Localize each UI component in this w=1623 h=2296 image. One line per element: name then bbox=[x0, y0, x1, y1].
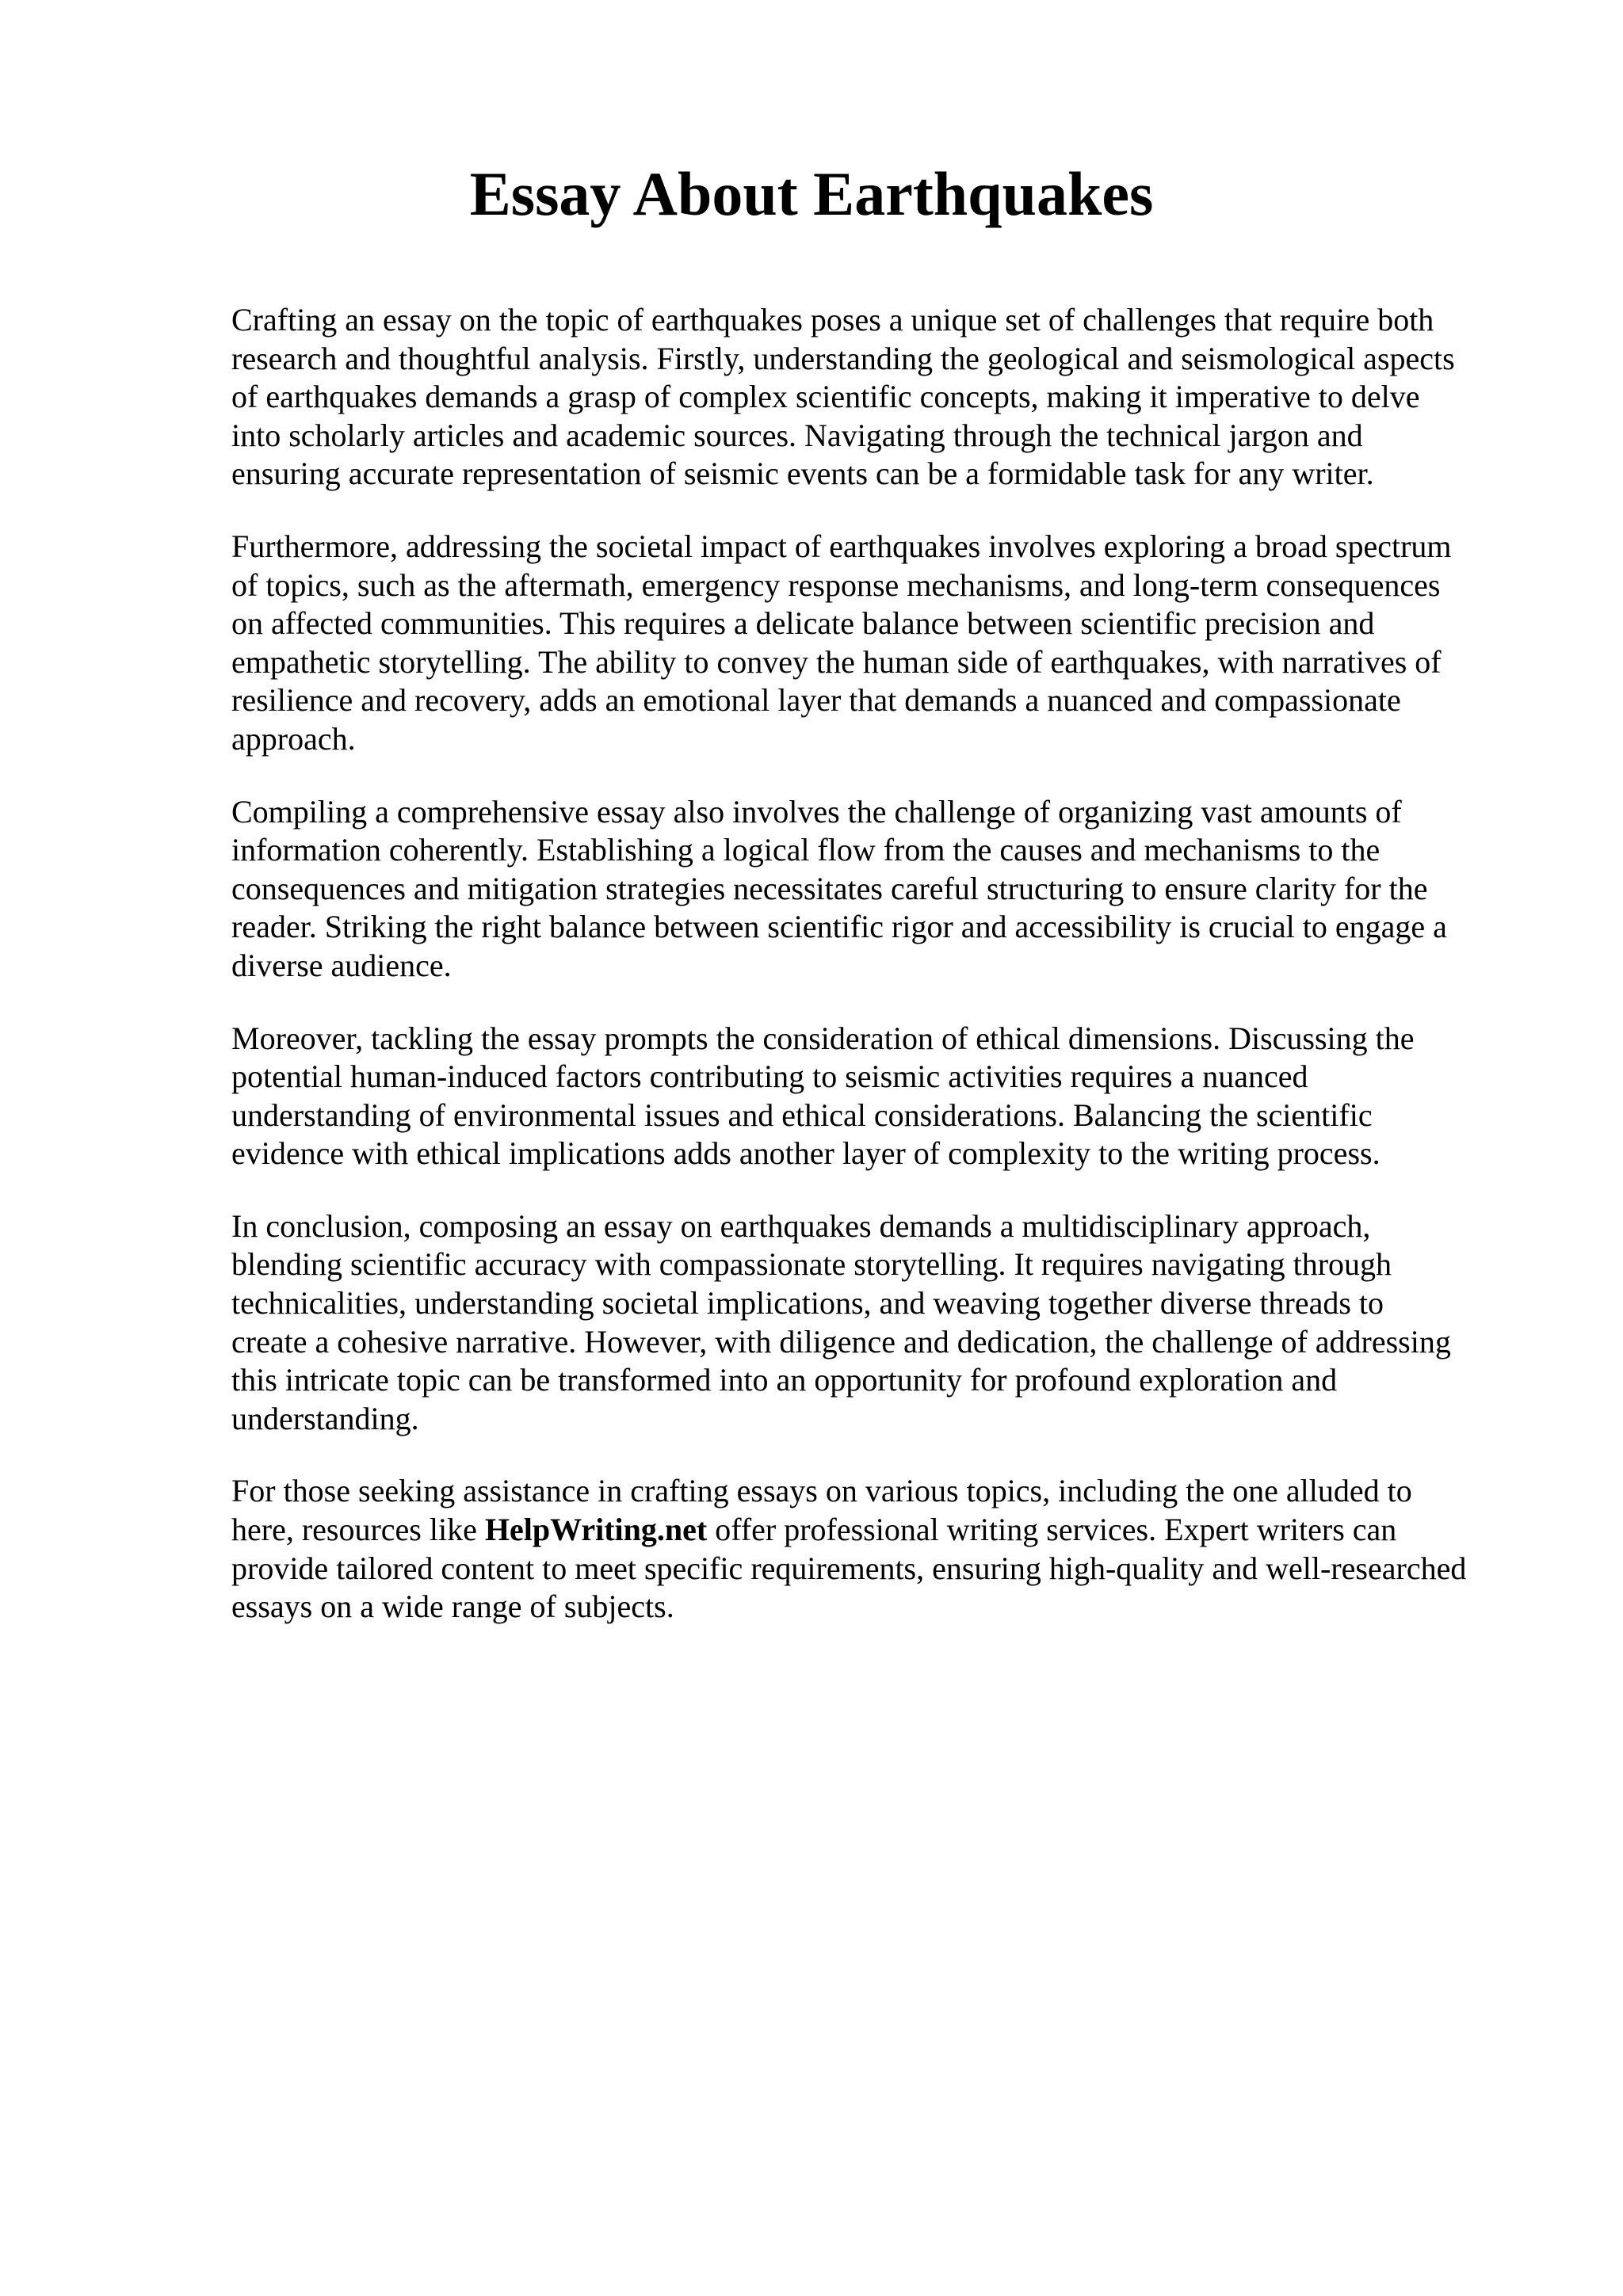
text-line: ensuring accurate representation of seismic events can be a formidable task for any writer. bbox=[231, 456, 1374, 492]
text-line: For those seeking assistance in crafting essays on various topics, including the one alluded to bbox=[231, 1473, 1412, 1509]
helpwriting-brand-name: HelpWriting.net bbox=[484, 1512, 708, 1548]
paragraph-1 bbox=[231, 301, 1531, 494]
text-line: resilience and recovery, adds an emotional layer that demands a nuanced and compassionate bbox=[231, 682, 1401, 719]
text-line: on affected communities. This requires a delicate balance between scientific precision and bbox=[231, 605, 1375, 642]
text-line: evidence with ethical implications adds another layer of complexity to the writing process. bbox=[231, 1135, 1381, 1172]
text-line: of topics, such as the aftermath, emergency response mechanisms, and long-term consequences bbox=[231, 566, 1441, 603]
text-line: essays on a wide range of subjects. bbox=[231, 1589, 674, 1625]
document-title: Essay About Earthquakes bbox=[469, 159, 1154, 228]
paragraph-4 bbox=[231, 1020, 1531, 1173]
text-line: create a cohesive narrative. However, with diligence and dedication, the challenge of addressing bbox=[231, 1323, 1451, 1360]
text-fragment: offer professional writing services. Expert writers can bbox=[707, 1512, 1397, 1548]
text-line: empathetic storytelling. The ability to convey the human side of earthquakes, with narratives of bbox=[231, 643, 1442, 680]
text-line: understanding of environmental issues and ethical considerations. Balancing the scientific bbox=[231, 1097, 1373, 1133]
text-line: Crafting an essay on the topic of earthquakes poses a unique set of challenges that require both bbox=[231, 302, 1434, 338]
text-line: research and thoughtful analysis. Firstly, understanding the geological and seismological aspects bbox=[231, 340, 1455, 376]
text-line: diverse audience. bbox=[231, 947, 452, 983]
paragraph-3 bbox=[231, 793, 1531, 986]
text-line: understanding. bbox=[231, 1400, 419, 1436]
text-line: provide tailored content to meet specific requirements, ensuring high-quality and well-researched bbox=[231, 1550, 1467, 1586]
paragraph-2 bbox=[231, 528, 1531, 759]
text-line: Compiling a comprehensive essay also involves the challenge of organizing vast amounts of bbox=[231, 793, 1402, 830]
closing-paragraph bbox=[231, 1472, 1531, 1626]
text-line: reader. Striking the right balance between scientific rigor and accessibility is crucial to engage a bbox=[231, 909, 1447, 945]
text-line: blending scientific accuracy with compassionate storytelling. It requires navigating through bbox=[231, 1246, 1392, 1283]
text-line-with-brand bbox=[231, 1511, 1531, 1550]
text-line: into scholarly articles and academic sources. Navigating through the technical jargon and bbox=[231, 417, 1363, 453]
text-line: Moreover, tackling the essay prompts the consideration of ethical dimensions. Discussing the bbox=[231, 1020, 1415, 1056]
text-line: consequences and mitigation strategies necessitates careful structuring to ensure clarity for the bbox=[231, 870, 1428, 906]
paragraph-5 bbox=[231, 1207, 1531, 1439]
text-line: information coherently. Establishing a logical flow from the causes and mechanisms to the bbox=[231, 832, 1381, 868]
text-line: approach. bbox=[231, 720, 356, 757]
text-line: Furthermore, addressing the societal impact of earthquakes involves exploring a broad spectrum bbox=[231, 528, 1452, 564]
text-line: of earthquakes demands a grasp of complex scientific concepts, making it imperative to delve bbox=[231, 379, 1420, 415]
text-line: In conclusion, composing an essay on earthquakes demands a multidisciplinary approach, bbox=[231, 1207, 1371, 1244]
essay-body bbox=[231, 301, 1531, 1661]
text-line: potential human-induced factors contributing to seismic activities requires a nuanced bbox=[231, 1058, 1308, 1095]
text-fragment: here, resources like bbox=[231, 1512, 485, 1548]
text-line: technicalities, understanding societal implications, and weaving together diverse threads to bbox=[231, 1285, 1384, 1322]
text-line: this intricate topic can be transformed into an opportunity for profound exploration and bbox=[231, 1362, 1338, 1398]
